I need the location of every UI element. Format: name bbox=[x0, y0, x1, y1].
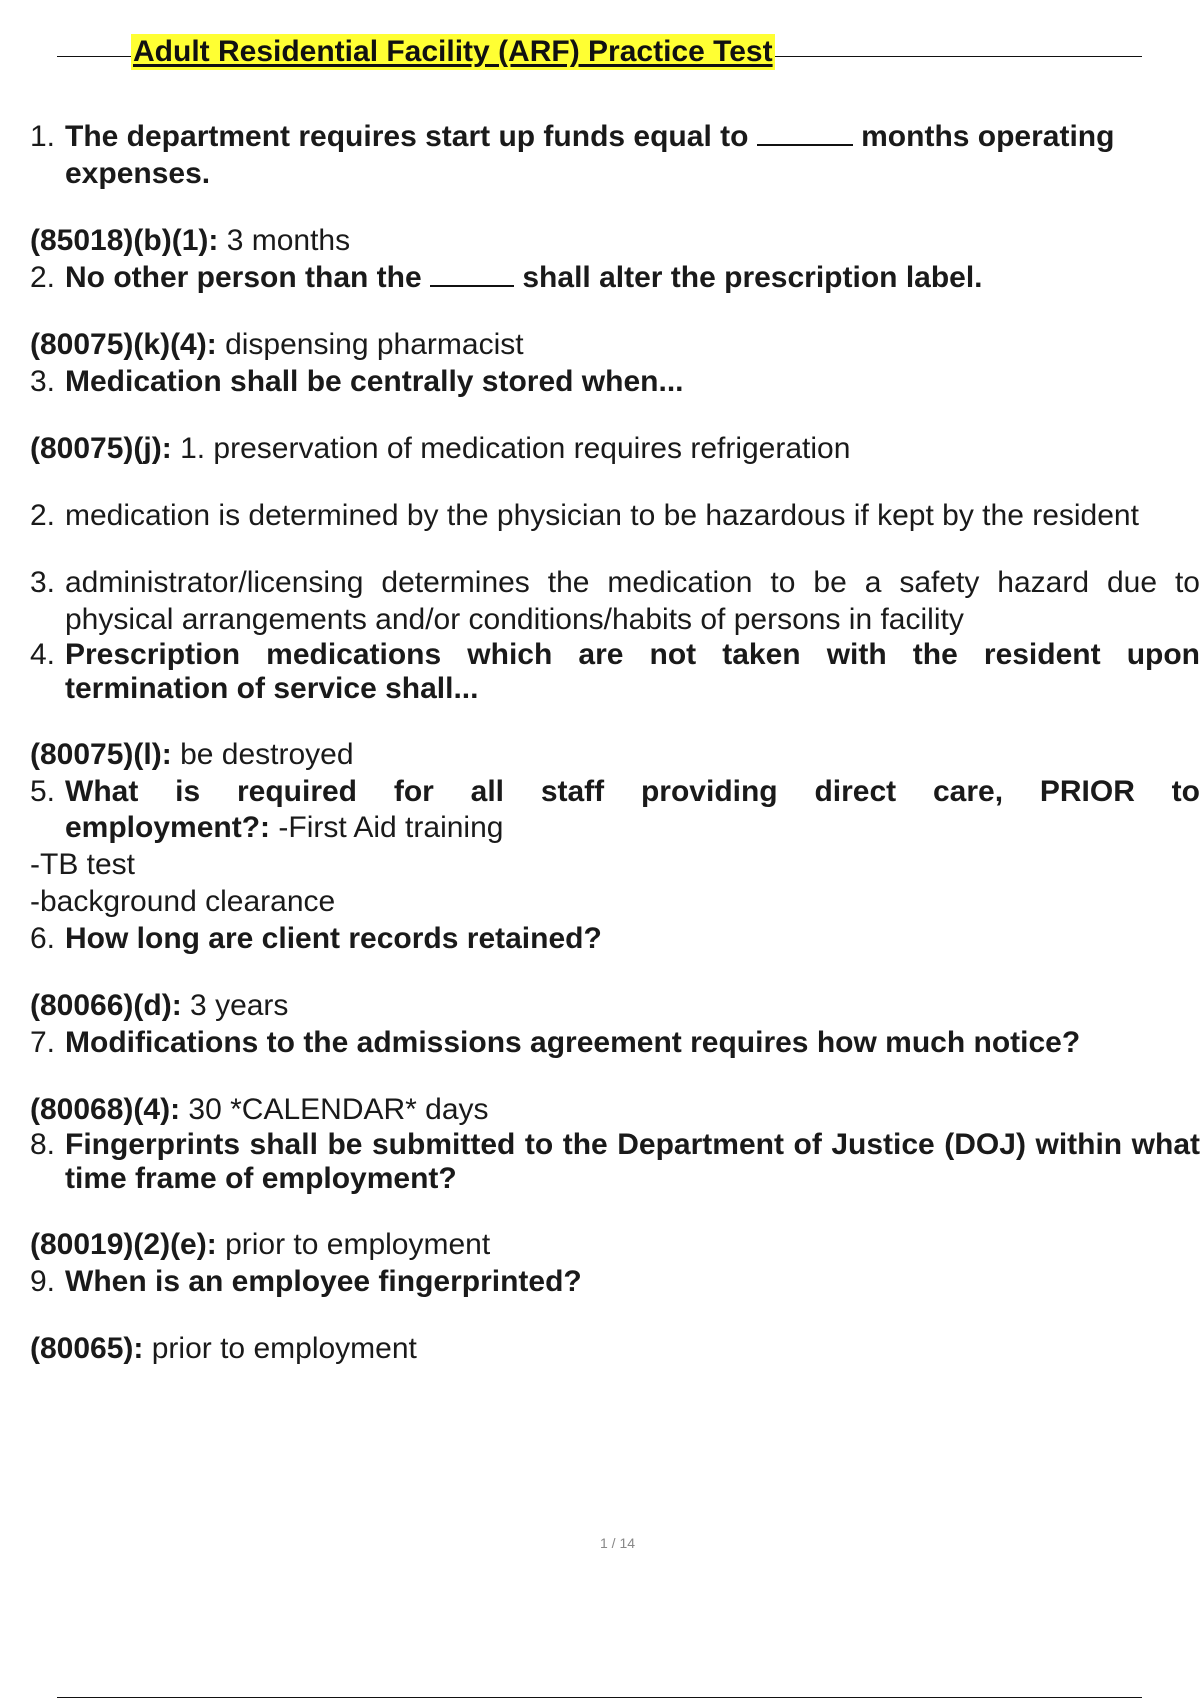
question-text: Prescription medications which are not taken with the resident upon termination of service shall... bbox=[65, 638, 1200, 705]
answer-3-item-3 bbox=[30, 564, 1200, 638]
question-6 bbox=[30, 920, 1200, 957]
answer-text: 30 *CALENDAR* days bbox=[188, 1093, 489, 1126]
page-indicator: 1 / 14 bbox=[599, 1535, 636, 1551]
question-text: Fingerprints shall be submitted to the Department of Justice (DOJ) within what time frame of employment? bbox=[65, 1128, 1200, 1195]
answer-7 bbox=[30, 1091, 1200, 1128]
answer-2 bbox=[30, 326, 1200, 363]
question-1-continued bbox=[30, 155, 1200, 192]
item-text: medication is determined by the physician to be hazardous if kept by the resident bbox=[65, 499, 1139, 532]
answer-9 bbox=[30, 1330, 1200, 1367]
answer-4 bbox=[30, 736, 1200, 773]
question-text-continued: employment?: -First Aid training bbox=[65, 811, 504, 844]
question-5 bbox=[30, 773, 1200, 810]
answer-blank bbox=[757, 124, 853, 146]
question-number: 8. bbox=[30, 1128, 56, 1161]
question-7 bbox=[30, 1024, 1200, 1061]
question-number: 1. bbox=[30, 120, 56, 153]
question-3 bbox=[30, 363, 1200, 400]
answer-blank bbox=[430, 265, 514, 287]
question-number: 4. bbox=[30, 638, 56, 671]
item-number: 2. bbox=[30, 499, 56, 532]
question-4 bbox=[30, 638, 1200, 706]
item-number: 3. bbox=[30, 566, 56, 599]
answer-text: be destroyed bbox=[180, 738, 354, 771]
regulation-code: (80019)(2)(e): bbox=[30, 1228, 217, 1261]
answer-3-item-2 bbox=[30, 497, 1200, 534]
answer-5-line-3: -background clearance bbox=[30, 885, 336, 918]
question-number: 7. bbox=[30, 1026, 56, 1059]
regulation-code: (80066)(d): bbox=[30, 989, 182, 1022]
question-number: 6. bbox=[30, 922, 56, 955]
regulation-code: (80065): bbox=[30, 1332, 144, 1365]
answer-text: prior to employment bbox=[225, 1228, 491, 1261]
regulation-code: (80075)(j): bbox=[30, 432, 172, 465]
question-text: Modifications to the admissions agreement requires how much notice? bbox=[65, 1026, 1081, 1059]
question-number: 9. bbox=[30, 1265, 56, 1298]
regulation-code: (85018)(b)(1): bbox=[30, 224, 219, 257]
answer-3 bbox=[30, 430, 1200, 467]
answer-5-line-2: -TB test bbox=[30, 848, 136, 881]
document-title: Adult Residential Facility (ARF) Practice Test bbox=[133, 35, 773, 68]
answer-text: -First Aid training bbox=[278, 811, 504, 844]
question-text: No other person than the shall alter the prescription label. bbox=[65, 261, 983, 294]
answer-text: 1. preservation of medication requires refrigeration bbox=[180, 432, 851, 465]
question-2 bbox=[30, 259, 1200, 296]
answer-6 bbox=[30, 987, 1200, 1024]
question-text: The department requires start up funds equal to months operating bbox=[65, 120, 1115, 153]
answer-8 bbox=[30, 1226, 1200, 1263]
item-text: administrator/licensing determines the medication to be a safety hazard due to physical arrangements and/or conditions/habits of persons in facility bbox=[65, 566, 1200, 636]
bottom-rule bbox=[57, 1697, 1142, 1698]
question-text: When is an employee fingerprinted? bbox=[65, 1265, 582, 1298]
answer-1 bbox=[30, 222, 1200, 259]
question-number: 3. bbox=[30, 365, 56, 398]
answer-text: 3 years bbox=[190, 989, 289, 1022]
question-5-continued bbox=[30, 810, 1200, 846]
question-8 bbox=[30, 1128, 1200, 1196]
regulation-code: (80075)(l): bbox=[30, 738, 172, 771]
question-text: Medication shall be centrally stored when... bbox=[65, 365, 684, 398]
question-number: 5. bbox=[30, 775, 56, 808]
question-list bbox=[30, 118, 1200, 1367]
question-number: 2. bbox=[30, 261, 56, 294]
question-1 bbox=[30, 118, 1200, 155]
question-9 bbox=[30, 1263, 1200, 1300]
regulation-code: (80068)(4): bbox=[30, 1093, 181, 1126]
title-row bbox=[57, 34, 1142, 70]
question-text: How long are client records retained? bbox=[65, 922, 602, 955]
question-text-continued: expenses. bbox=[65, 157, 211, 190]
answer-text: 3 months bbox=[226, 224, 351, 257]
question-text: What is required for all staff providing direct care, PRIOR to bbox=[65, 775, 1200, 808]
regulation-code: (80075)(k)(4): bbox=[30, 328, 217, 361]
answer-text: prior to employment bbox=[151, 1332, 417, 1365]
answer-text: dispensing pharmacist bbox=[225, 328, 524, 361]
